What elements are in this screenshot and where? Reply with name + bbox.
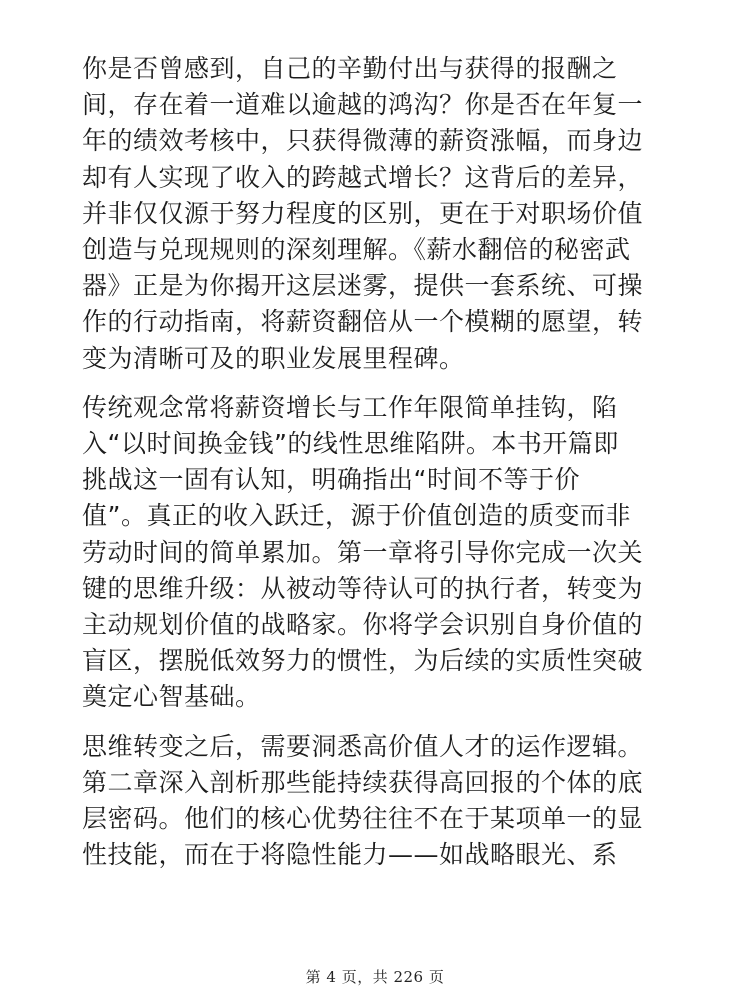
paragraph-1 — [82, 51, 668, 377]
text-line: 入“以时间换金钱”的线性思维陷阱。本书开篇即 — [82, 429, 619, 459]
text-line: 值”。真正的收入跃迁，源于价值创造的质变而非 — [82, 501, 631, 531]
text-line: 并非仅仅源于努力程度的区别，更在于对职场价值 — [82, 198, 644, 228]
text-line: 性技能，而在于将隐性能力——如战略眼光、系 — [82, 840, 618, 870]
text-line: 第二章深入剖析那些能持续获得高回报的个体的底 — [82, 767, 644, 797]
text-line: 你是否曾感到，自己的辛勤付出与获得的报酬之 — [82, 54, 618, 83]
text-line: 器》正是为你揭开这层迷雾，提供一套系统、可操 — [82, 271, 644, 301]
text-line: 变为清晰可及的职业发展里程碑。 — [82, 343, 465, 373]
paragraph-3 — [82, 729, 668, 874]
text-line: 主动规划价值的战略家。你将学会识别自身价值的 — [82, 610, 644, 640]
text-line: 作的行动指南，将薪资翻倍从一个模糊的愿望，转 — [82, 307, 644, 337]
text-line: 却有人实现了收入的跨越式增长？这背后的差异， — [82, 162, 644, 192]
text-line: 键的思维升级：从被动等待认可的执行者，转变为 — [82, 573, 644, 603]
text-line: 层密码。他们的核心优势往往不在于某项单一的显 — [82, 804, 644, 834]
text-line: 盲区，摆脱低效努力的惯性，为后续的实质性突破 — [82, 646, 644, 676]
document-body — [82, 51, 668, 886]
text-line: 年的绩效考核中，只获得微薄的薪资涨幅，而身边 — [82, 126, 644, 156]
text-line: 传统观念常将薪资增长与工作年限简单挂钩，陷 — [82, 392, 618, 422]
text-line: 创造与兑现规则的深刻理解。《薪水翻倍的秘密武 — [82, 235, 631, 265]
text-line: 劳动时间的简单累加。第一章将引导你完成一次关 — [82, 537, 644, 567]
page-number-footer: 第 4 页，共 226 页 — [305, 968, 445, 986]
text-line: 间，存在着一道难以逾越的鸿沟？你是否在年复一 — [82, 90, 644, 120]
text-line: 奠定心智基础。 — [82, 682, 261, 712]
text-line: 思维转变之后，需要洞悉高价值人才的运作逻辑。 — [82, 731, 644, 761]
text-line: 挑战这一固有认知，明确指出“时间不等于价 — [82, 465, 580, 495]
paragraph-2 — [82, 390, 668, 716]
